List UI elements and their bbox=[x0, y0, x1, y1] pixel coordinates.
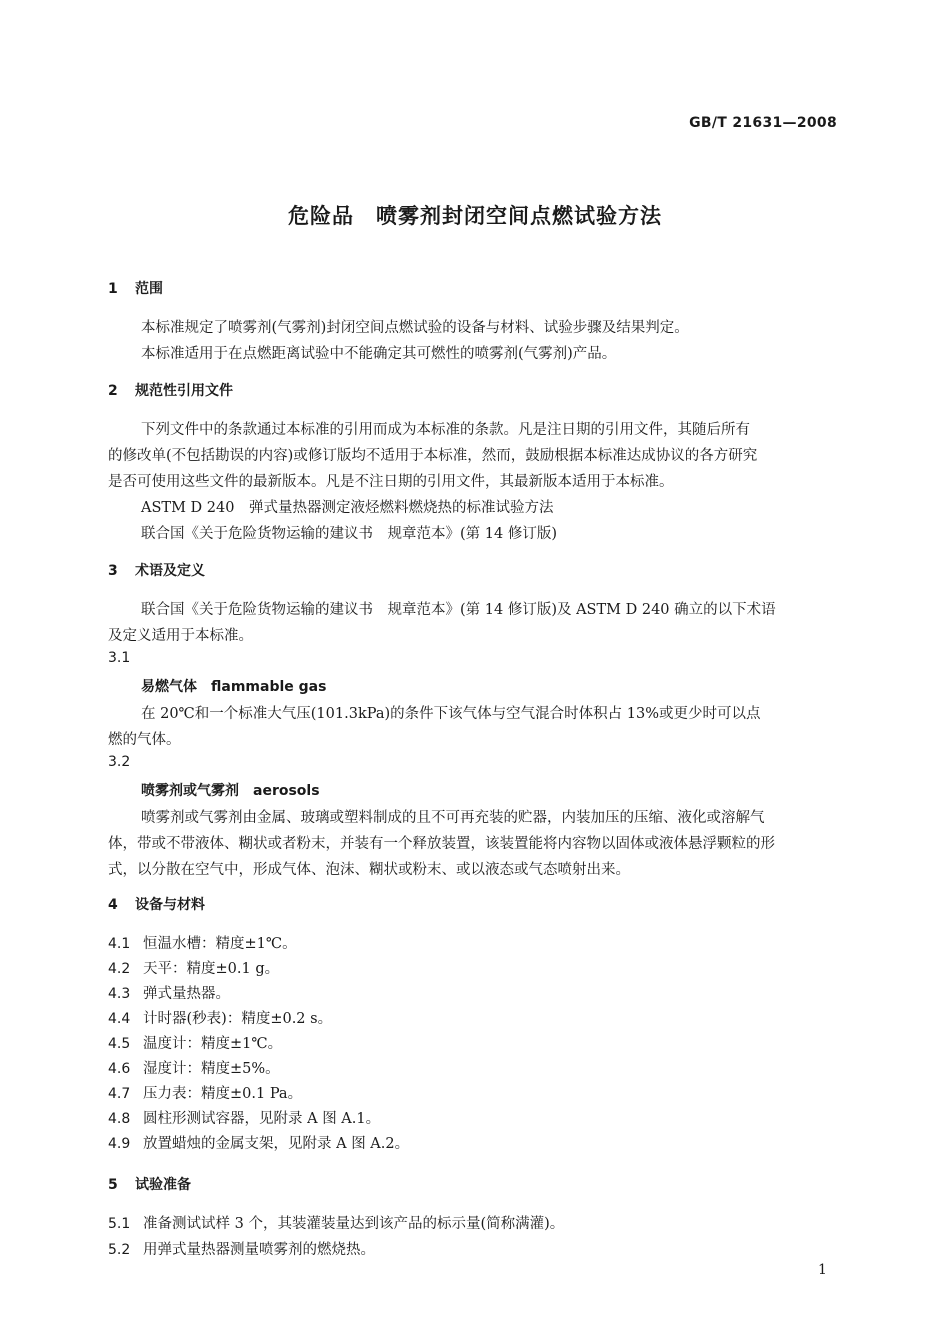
section-5-heading bbox=[108, 1174, 191, 1194]
item-text: 恒温水槽：精度±1℃。 bbox=[143, 936, 297, 952]
section-number: 3 bbox=[108, 563, 118, 579]
item-number: 4.4 bbox=[108, 1011, 131, 1027]
paragraph-line: 是否可使用这些文件的最新版本。凡是不注日期的引用文件，其最新版本适用于本标准。 bbox=[108, 474, 674, 490]
term-number: 3.1 bbox=[108, 650, 131, 666]
item-text: 准备测试试样 3 个，其装灌装量达到该产品的标示量(简称满灌)。 bbox=[143, 1216, 565, 1232]
list-item bbox=[108, 982, 230, 1003]
section-title: 术语及定义 bbox=[135, 563, 205, 579]
item-text: 压力表：精度±0.1 Pa。 bbox=[143, 1086, 303, 1102]
section-1-heading bbox=[108, 278, 163, 298]
item-number: 4.5 bbox=[108, 1036, 131, 1052]
list-item bbox=[108, 1007, 332, 1028]
reference-item: 联合国《关于危险货物运输的建议书 规章范本》(第 14 修订版) bbox=[141, 526, 557, 542]
section-number: 2 bbox=[108, 383, 118, 399]
document-title: 危险品 喷雾剂封闭空间点燃试验方法 bbox=[288, 204, 662, 228]
reference-item: ASTM D 240 弹式量热器测定液烃燃料燃烧热的标准试验方法 bbox=[141, 500, 554, 516]
item-number: 4.9 bbox=[108, 1136, 131, 1152]
item-text: 计时器(秒表)：精度±0.2 s。 bbox=[143, 1011, 333, 1027]
definition-line: 在 20℃和一个标准大气压(101.3kPa)的条件下该气体与空气混合时体积占 13%或更少时可以点 bbox=[141, 706, 761, 722]
list-item bbox=[108, 1238, 375, 1259]
paragraph-line: 下列文件中的条款通过本标准的引用而成为本标准的条款。凡是注日期的引用文件，其随后所有 bbox=[141, 422, 750, 438]
item-number: 4.8 bbox=[108, 1111, 131, 1127]
term-title: 易燃气体 flammable gas bbox=[141, 679, 327, 695]
list-item bbox=[108, 1107, 380, 1128]
item-number: 4.3 bbox=[108, 986, 131, 1002]
item-number: 4.2 bbox=[108, 961, 131, 977]
section-title: 设备与材料 bbox=[135, 897, 205, 913]
term-title: 喷雾剂或气雾剂 aerosols bbox=[141, 783, 320, 799]
paragraph-line: 联合国《关于危险货物运输的建议书 规章范本》(第 14 修订版)及 ASTM D 240 确立的以下术语 bbox=[141, 602, 776, 618]
section-number: 5 bbox=[108, 1177, 118, 1193]
item-text: 弹式量热器。 bbox=[143, 986, 230, 1002]
list-item bbox=[108, 1057, 280, 1078]
item-text: 用弹式量热器测量喷雾剂的燃烧热。 bbox=[143, 1242, 375, 1258]
list-item bbox=[108, 1132, 409, 1153]
definition-line: 喷雾剂或气雾剂由金属、玻璃或塑料制成的且不可再充装的贮器，内装加压的压缩、液化或溶解气 bbox=[141, 810, 765, 826]
section-2-heading bbox=[108, 380, 233, 400]
item-text: 温度计：精度±1℃。 bbox=[143, 1036, 283, 1052]
item-text: 天平：精度±0.1 g。 bbox=[143, 961, 280, 977]
list-item bbox=[108, 932, 297, 953]
list-item bbox=[108, 1082, 302, 1103]
definition-line: 燃的气体。 bbox=[108, 732, 181, 748]
section-title: 试验准备 bbox=[135, 1177, 191, 1193]
section-title: 范围 bbox=[135, 281, 163, 297]
section-number: 1 bbox=[108, 281, 118, 297]
item-text: 放置蜡烛的金属支架，见附录 A 图 A.2。 bbox=[143, 1136, 410, 1152]
section-number: 4 bbox=[108, 897, 118, 913]
paragraph-line: 及定义适用于本标准。 bbox=[108, 628, 253, 644]
list-item bbox=[108, 957, 279, 978]
list-item bbox=[108, 1032, 282, 1053]
item-number: 4.7 bbox=[108, 1086, 131, 1102]
list-item bbox=[108, 1212, 564, 1233]
item-number: 5.2 bbox=[108, 1242, 131, 1258]
section-title: 规范性引用文件 bbox=[135, 383, 233, 399]
standard-code: GB/T 21631—2008 bbox=[689, 115, 837, 131]
paragraph-line: 的修改单(不包括勘误的内容)或修订版均不适用于本标准，然而，鼓励根据本标准达成协议的各方研究 bbox=[108, 448, 758, 464]
item-text: 圆柱形测试容器，见附录 A 图 A.1。 bbox=[143, 1111, 381, 1127]
definition-line: 体，带或不带液体、糊状或者粉末，并装有一个释放装置，该装置能将内容物以固体或液体悬浮颗粒的形 bbox=[108, 836, 775, 852]
item-number: 4.1 bbox=[108, 936, 131, 952]
section-4-heading bbox=[108, 894, 205, 914]
paragraph: 本标准规定了喷雾剂(气雾剂)封闭空间点燃试验的设备与材料、试验步骤及结果判定。 bbox=[141, 320, 689, 336]
term-number: 3.2 bbox=[108, 754, 131, 770]
item-text: 湿度计：精度±5%。 bbox=[143, 1061, 280, 1077]
section-3-heading bbox=[108, 560, 205, 580]
paragraph: 本标准适用于在点燃距离试验中不能确定其可燃性的喷雾剂(气雾剂)产品。 bbox=[141, 346, 617, 362]
item-number: 4.6 bbox=[108, 1061, 131, 1077]
definition-line: 式，以分散在空气中，形成气体、泡沫、糊状或粉末、或以液态或气态喷射出来。 bbox=[108, 862, 630, 878]
item-number: 5.1 bbox=[108, 1216, 131, 1232]
page-number: 1 bbox=[818, 1262, 827, 1278]
